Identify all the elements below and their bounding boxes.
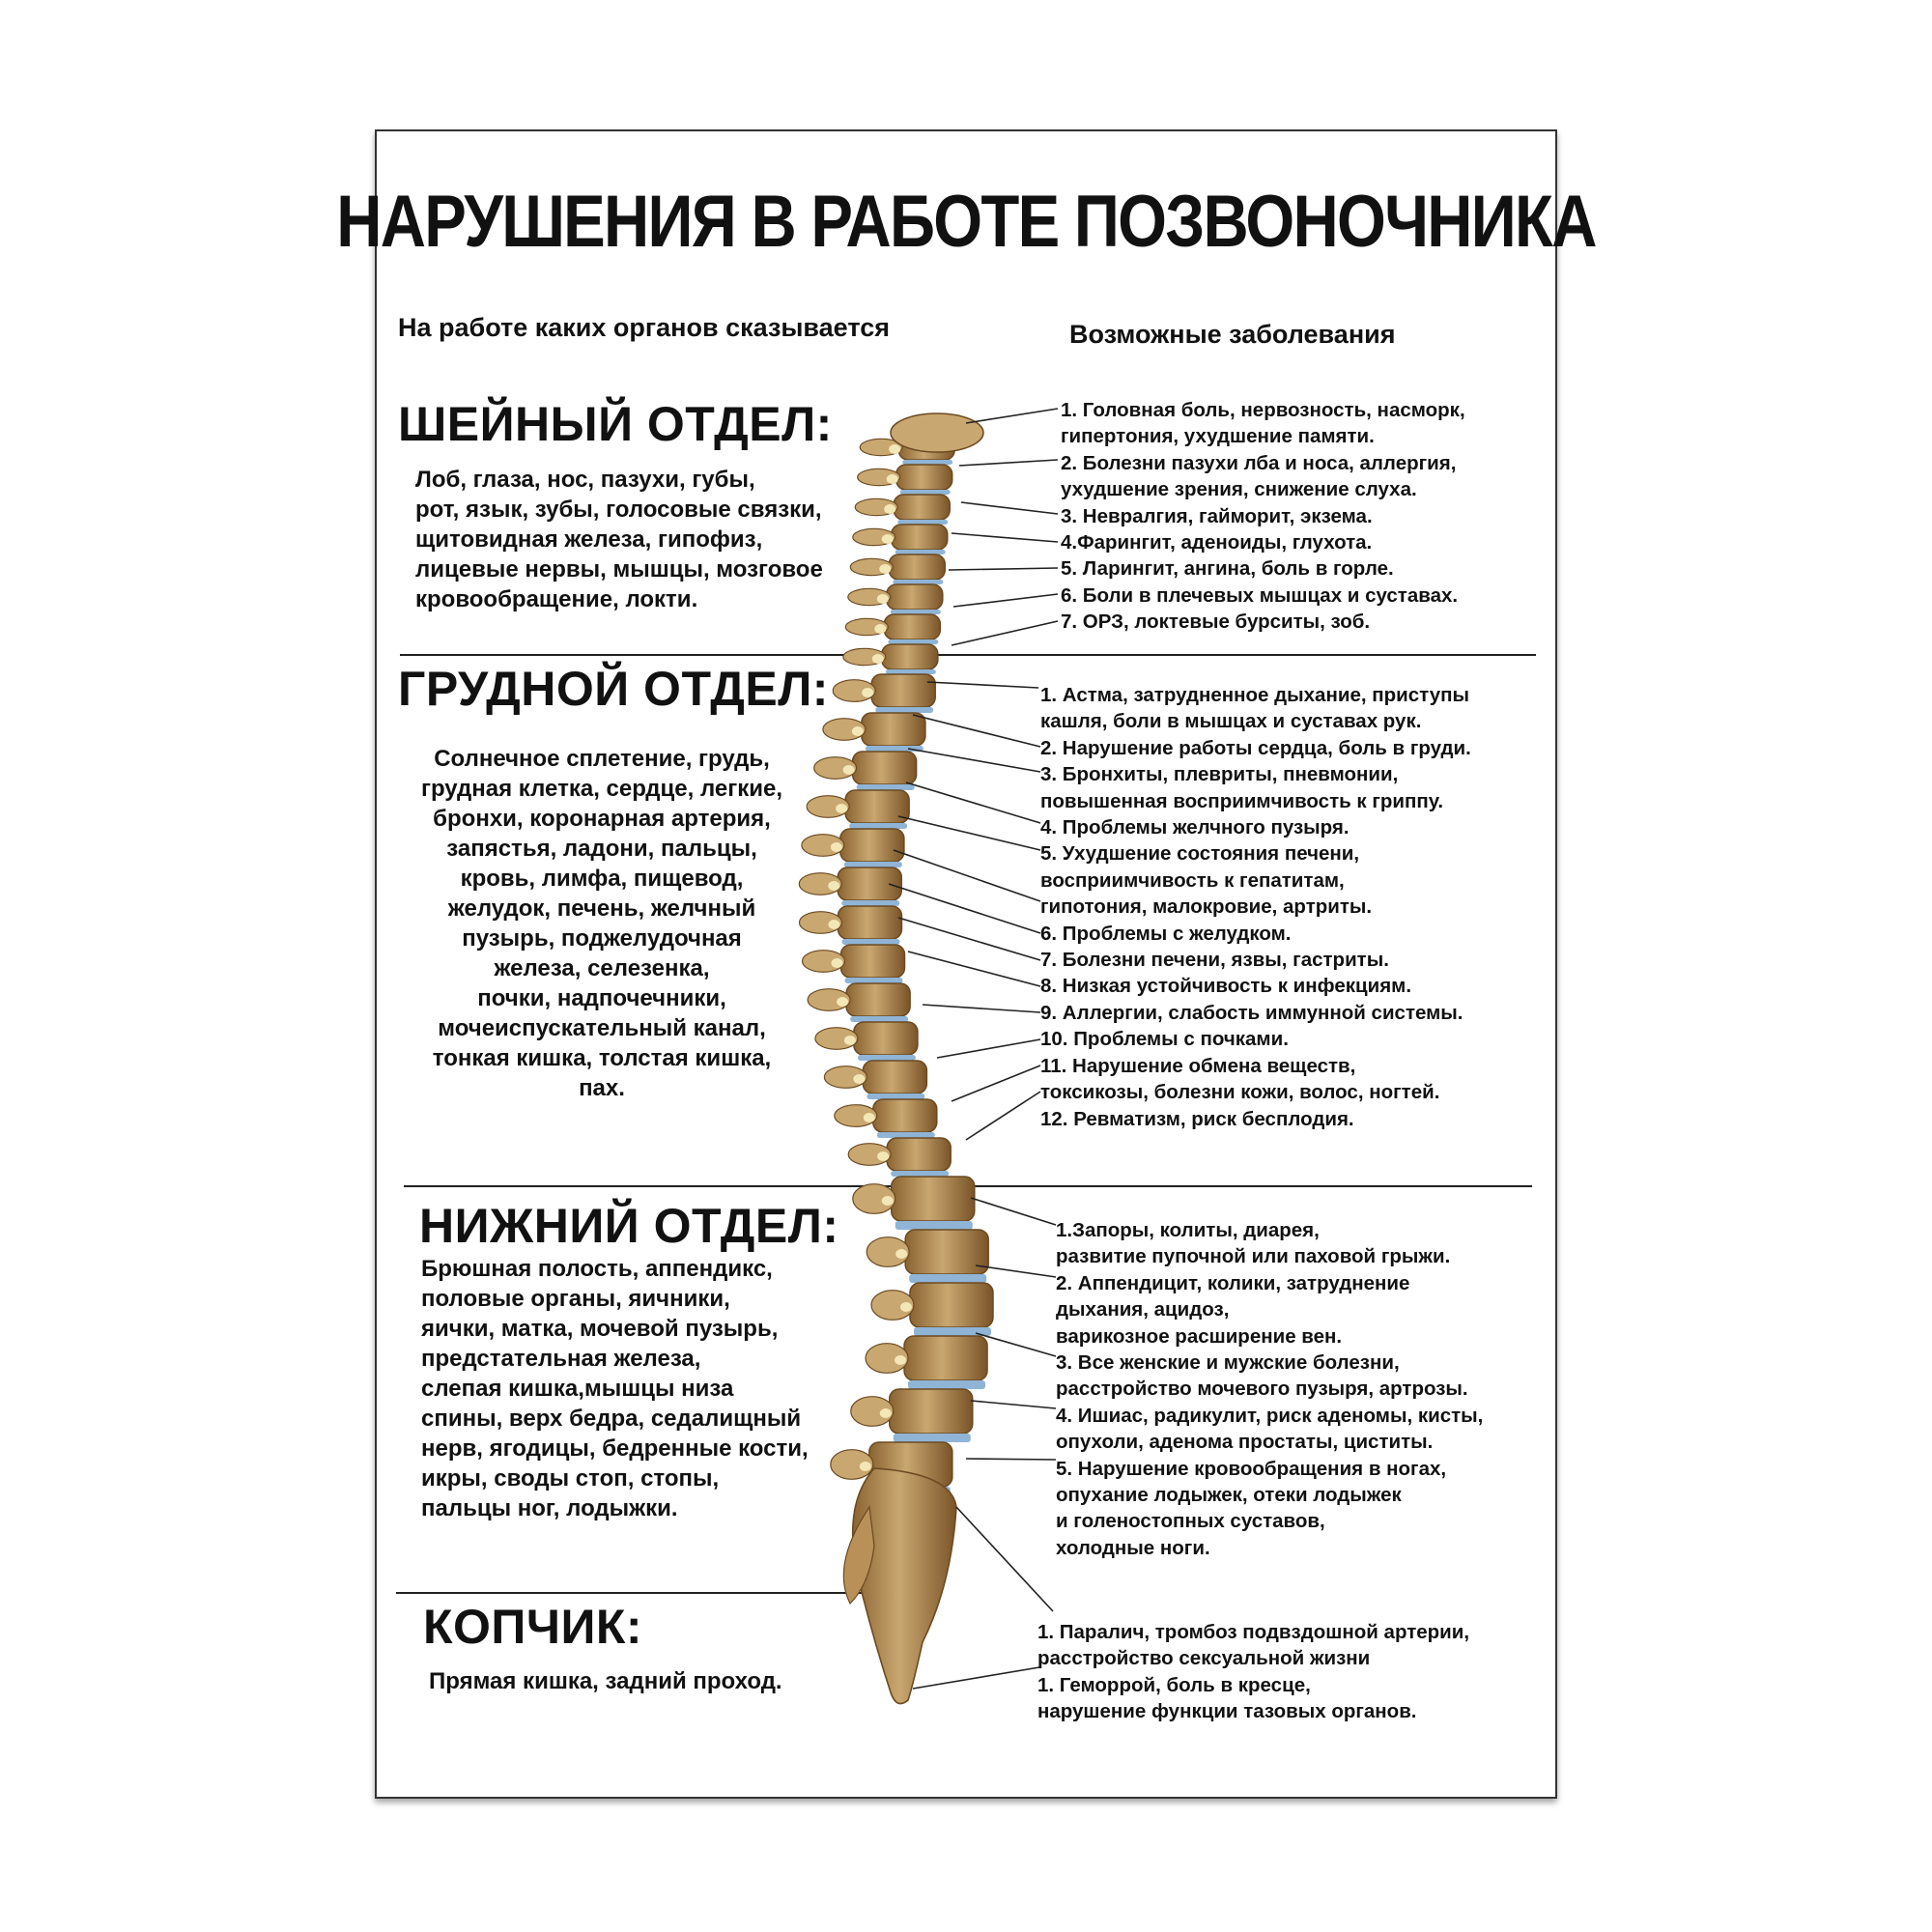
organ-line: спины, верх бедра, седалищный: [421, 1406, 802, 1432]
disease-line: расстройство сексуальной жизни: [1037, 1647, 1371, 1670]
disease-line: повышенная восприимчивость к гриппу.: [1040, 789, 1444, 812]
disease-line: восприимчивость к гепатитам,: [1040, 868, 1345, 892]
disease-line: 7. ОРЗ, локтевые бурситы, зоб.: [1061, 611, 1371, 634]
cervical-organs-list: [415, 465, 823, 614]
organ-line: Лоб, глаза, нос, пазухи, губы,: [415, 467, 755, 493]
organs-column-header: На работе каких органов сказывается: [398, 313, 890, 342]
coccyx-section-title: КОПЧИК:: [423, 1600, 643, 1654]
organ-line: железа, селезенка,: [494, 955, 710, 981]
disease-line: 4. Ишиас, радикулит, риск аденомы, кисты,: [1056, 1404, 1484, 1427]
organ-line: желудок, печень, желчный: [447, 895, 756, 922]
disease-line: холодные ноги.: [1056, 1536, 1210, 1559]
disease-line: 3. Невралгия, гайморит, экзема.: [1061, 504, 1373, 527]
organ-line: слепая кишка,мышцы низа: [421, 1376, 734, 1402]
disease-line: гипотония, малокровие, артриты.: [1040, 895, 1373, 919]
disease-line: 7. Болезни печени, язвы, гастриты.: [1040, 949, 1389, 972]
disease-line: 2. Аппендицит, колики, затруднение: [1056, 1271, 1410, 1294]
organ-line: Солнечное сплетение, грудь,: [434, 746, 770, 772]
organ-line: грудная клетка, сердце, легкие,: [420, 776, 783, 802]
disease-line: 4. Проблемы желчного пузыря.: [1040, 816, 1350, 839]
disease-line: и голеностопных суставов,: [1056, 1510, 1325, 1533]
disease-line: нарушение функции тазовых органов.: [1037, 1700, 1417, 1723]
organ-line: яички, матка, мочевой пузырь,: [421, 1316, 779, 1342]
organ-line: бронхи, коронарная артерия,: [433, 806, 771, 832]
disease-line: опухание лодыжек, отеки лодыжек: [1056, 1484, 1402, 1507]
disease-line: 1. Астма, затрудненное дыхание, приступы: [1040, 684, 1469, 706]
disease-line: дыхания, ацидоз,: [1056, 1298, 1230, 1321]
cervical-section-title: ШЕЙНЫЙ ОТДЕЛ:: [398, 397, 833, 451]
coccyx-diseases-list: [1037, 1619, 1469, 1725]
thoracic-organs-list: [404, 744, 800, 1103]
organ-line: пах.: [579, 1075, 625, 1101]
disease-line: 5. Нарушение кровообращения в ногах,: [1056, 1457, 1447, 1480]
disease-line: 6. Боли в плечевых мышцах и суставах.: [1061, 583, 1459, 607]
disease-line: 1. Головная боль, нервозность, насморк,: [1061, 399, 1465, 421]
lumbar-diseases-list: [1056, 1217, 1483, 1561]
disease-line: 3. Бронхиты, плевриты, пневмонии,: [1040, 763, 1399, 786]
page-title: НАРУШЕНИЯ В РАБОТЕ ПОЗВОНОЧНИКА: [336, 181, 1596, 263]
disease-line: 8. Низкая устойчивость к инфекциям.: [1040, 975, 1412, 998]
disease-line: 9. Аллергии, слабость иммунной системы.: [1040, 1001, 1463, 1024]
organ-line: половые органы, яичники,: [421, 1286, 730, 1312]
organ-line: рот, язык, зубы, голосовые связки,: [415, 497, 822, 523]
lumbar-section-title: НИЖНИЙ ОТДЕЛ:: [419, 1199, 839, 1253]
disease-line: 2. Болезни пазухи лба и носа, аллергия,: [1061, 451, 1457, 474]
organ-line: мочеиспускательный канал,: [438, 1015, 766, 1041]
disease-line: варикозное расширение вен.: [1056, 1324, 1343, 1348]
thoracic-diseases-list: [1040, 682, 1471, 1132]
disease-line: развитие пупочной или паховой грыжи.: [1056, 1245, 1451, 1268]
disease-line: 3. Все женские и мужские болезни,: [1056, 1351, 1400, 1375]
disease-line: 10. Проблемы с почками.: [1040, 1028, 1289, 1051]
lumbar-organs-list: [421, 1254, 809, 1523]
coccyx-organs-list: [429, 1666, 782, 1696]
organ-line: Прямая кишка, задний проход.: [429, 1668, 782, 1694]
organ-line: щитовидная железа, гипофиз,: [415, 526, 763, 553]
disease-line: кашля, боли в мышцах и суставах рук.: [1040, 710, 1422, 733]
disease-line: 1.Запоры, колиты, диарея,: [1056, 1219, 1320, 1241]
disease-line: 1. Паралич, тромбоз подвздошной артерии,: [1037, 1621, 1470, 1643]
organ-line: нерв, ягодицы, бедренные кости,: [421, 1435, 809, 1462]
organ-line: запястья, ладони, пальцы,: [446, 836, 757, 862]
section-divider: [396, 1592, 914, 1594]
thoracic-section-title: ГРУДНОЙ ОТДЕЛ:: [398, 662, 829, 716]
disease-line: 5. Ухудшение состояния печени,: [1040, 842, 1360, 866]
organ-line: предстательная железа,: [421, 1346, 701, 1372]
organ-line: икры, своды стоп, стопы,: [421, 1465, 720, 1492]
disease-line: 6. Проблемы с желудком.: [1040, 922, 1292, 945]
disease-line: 12. Ревматизм, риск бесплодия.: [1040, 1107, 1354, 1130]
disease-line: гипертония, ухудшение памяти.: [1061, 425, 1375, 448]
organ-line: кровообращение, локти.: [415, 586, 698, 612]
cervical-diseases-list: [1061, 397, 1465, 636]
organ-line: лицевые нервы, мышцы, мозговое: [415, 556, 823, 582]
disease-line: 11. Нарушение обмена веществ,: [1040, 1054, 1356, 1077]
disease-line: 1. Геморрой, боль в кресце,: [1037, 1673, 1311, 1696]
disease-line: 4.Фарингит, аденоиды, глухота.: [1061, 531, 1373, 554]
organ-line: Брюшная полость, аппендикс,: [421, 1256, 773, 1282]
disease-line: 2. Нарушение работы сердца, боль в груди.: [1040, 736, 1471, 759]
disease-line: опухоли, аденома простаты, циститы.: [1056, 1431, 1434, 1454]
organ-line: пальцы ног, лодыжки.: [421, 1495, 678, 1521]
organ-line: тонкая кишка, толстая кишка,: [432, 1045, 772, 1071]
disease-line: ухудшение зрения, снижение слуха.: [1061, 478, 1417, 501]
section-divider: [404, 1185, 1532, 1187]
disease-line: токсикозы, болезни кожи, волос, ногтей.: [1040, 1081, 1440, 1104]
diseases-column-header: Возможные заболевания: [1069, 320, 1396, 349]
disease-line: расстройство мочевого пузыря, артрозы.: [1056, 1378, 1468, 1401]
organ-line: кровь, лимфа, пищевод,: [460, 866, 744, 892]
section-divider: [400, 654, 1536, 656]
organ-line: пузырь, поджелудочная: [462, 925, 742, 952]
organ-line: почки, надпочечники,: [477, 985, 726, 1011]
disease-line: 5. Ларингит, ангина, боль в горле.: [1061, 557, 1394, 581]
